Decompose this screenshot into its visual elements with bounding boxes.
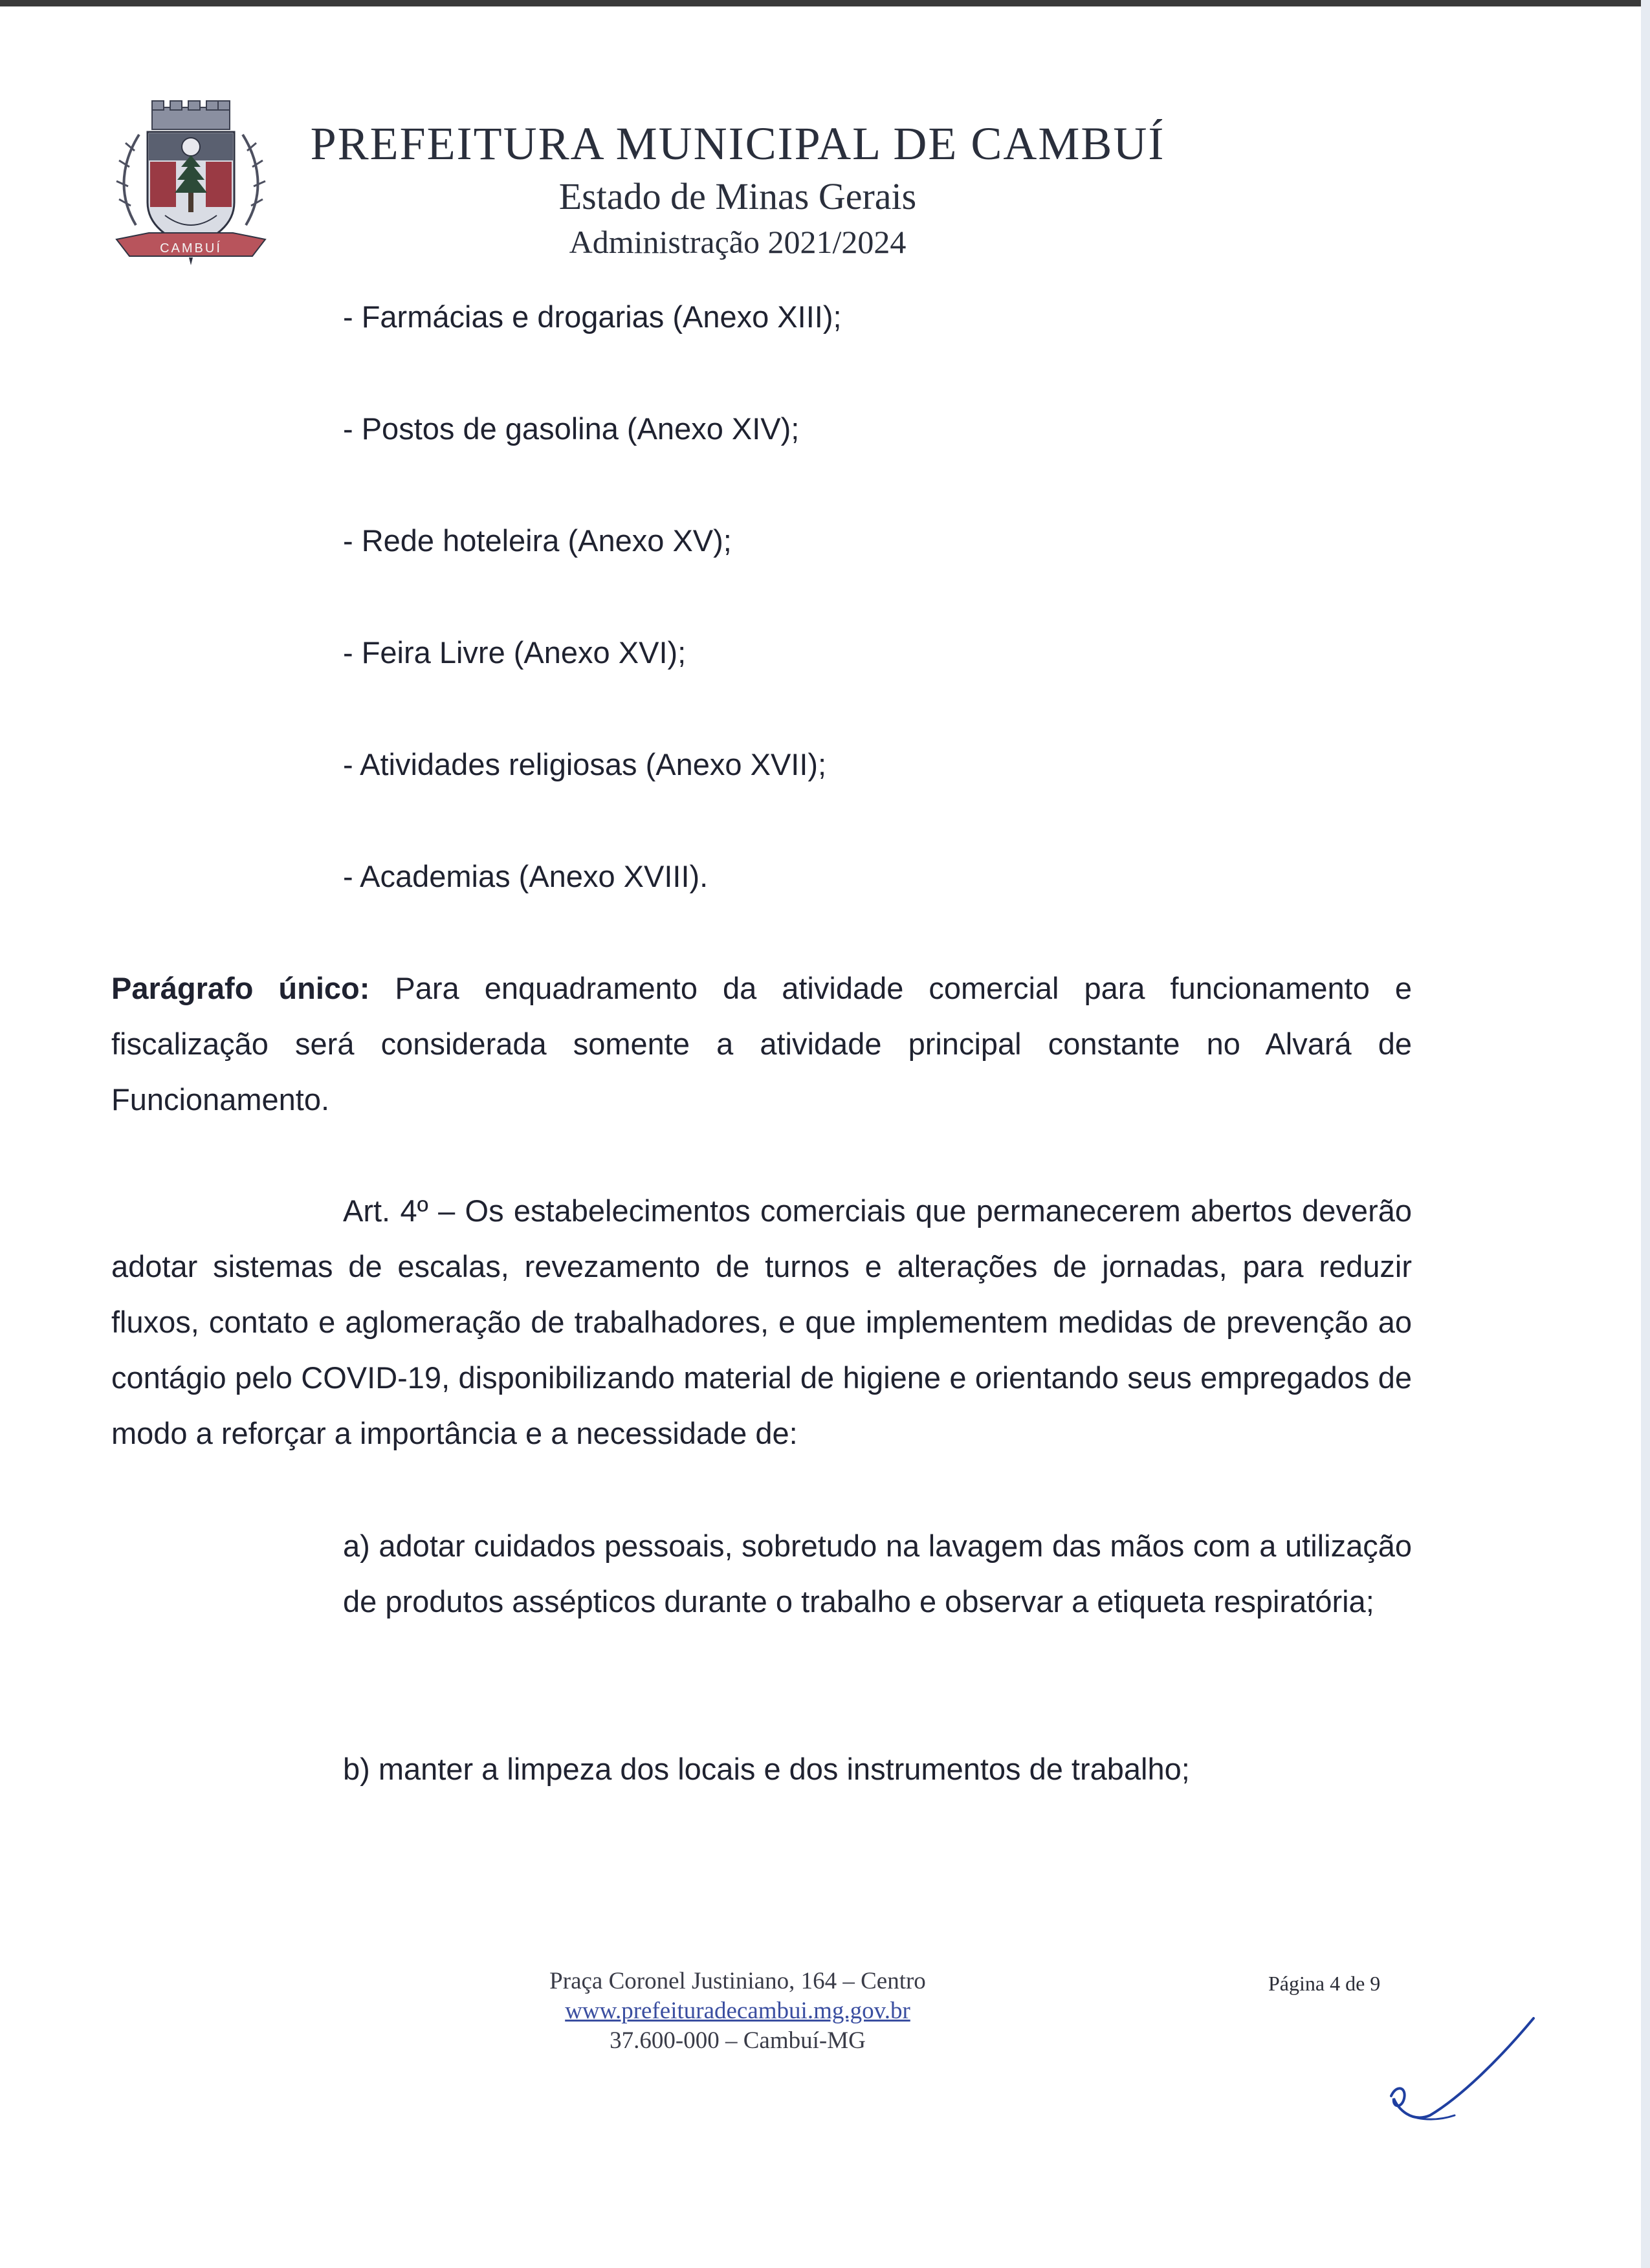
list-item: - Academias (Anexo XVIII).: [343, 859, 709, 893]
coat-of-arms-banner-text: CAMBUÍ: [160, 241, 222, 256]
paragrafo-unico-text: Para enquadramento da atividade comercial para funcionamento e fiscalização será considerada somente a atividade principal constante no Alvará de Funcionamento.: [111, 971, 1413, 1117]
footer-address-block: [440, 1967, 1035, 2056]
page-number: Página 4 de 9: [1268, 1972, 1381, 1995]
municipality-title: PREFEITURA MUNICIPAL DE CAMBUÍ: [310, 118, 1165, 169]
footer-postal: 37.600-000 – Cambuí-MG: [610, 2027, 866, 2054]
paragrafo-unico-label: Parágrafo único:: [111, 971, 370, 1005]
list-item: - Postos de gasolina (Anexo XIV);: [343, 411, 800, 446]
state-subtitle: Estado de Minas Gerais: [558, 175, 917, 217]
list-item: - Rede hoteleira (Anexo XV);: [343, 523, 732, 558]
letterhead: [285, 115, 1191, 263]
article-4: Art. 4º – Os estabelecimentos comerciais que permanecerem abertos deverão adotar sistemas de escalas, revezamento de turnos e alterações de jornadas, para reduzir fluxos, contato e aglomeração de trabalhadores, e que implementem medidas de prevenção ao contágio pelo COVID-19, disponibilizando material de higiene e orientando seus empregados de modo a reforçar a importância e a necessidade de:: [111, 1194, 1412, 1450]
scan-right-edge: [1641, 0, 1650, 2268]
footer-website-link[interactable]: www.prefeituradecambui.mg.gov.br: [565, 1998, 910, 2024]
paragrafo-unico: [111, 961, 1412, 1128]
list-item: - Farmácias e drogarias (Anexo XIII);: [343, 300, 842, 334]
subitem-b: b) manter a limpeza dos locais e dos instrumentos de trabalho;: [343, 1752, 1190, 1786]
footer-address: Praça Coronel Justiniano, 164 – Centro: [549, 1968, 926, 1994]
scan-top-edge: [0, 0, 1650, 6]
administration-period: Administração 2021/2024: [569, 224, 907, 260]
subitem-a: a) adotar cuidados pessoais, sobretudo na lavagem das mãos com a utilização de produtos assépticos durante o trabalho e observar a etiqueta respiratória;: [343, 1529, 1412, 1619]
list-item: - Feira Livre (Anexo XVI);: [343, 635, 687, 670]
coat-of-arms-emblem: [104, 96, 278, 270]
list-item: - Atividades religiosas (Anexo XVII);: [343, 747, 827, 781]
signature-mark: [1378, 2012, 1546, 2135]
